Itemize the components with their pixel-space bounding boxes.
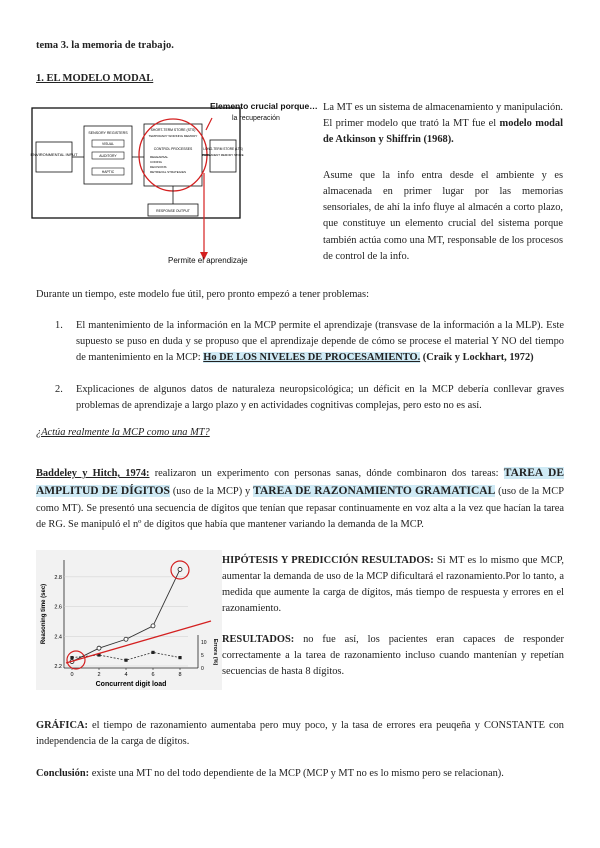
lts-sub-label: PERMANENT MEMORY STORE <box>202 153 244 157</box>
x-tick-label: 0 <box>70 672 74 678</box>
sts-label: SHORT-TERM STORE (STS) <box>150 128 196 132</box>
control-item: REHEARSAL <box>150 155 169 159</box>
problems-intro: Durante un tiempo, este modelo fue útil, pero pronto empezó a tener problemas: <box>36 289 369 300</box>
hypothesis-paragraph: HIPÓTESIS Y PREDICCIÓN RESULTADOS: Si MT es lo mismo que MCP, aumentar la demanda de uso de la MCP dificultará el razonamiento.Por lo tanto, a medida que aumente la carga de dígitos, más tiempo de respuesta y errores en el razonamiento. <box>222 555 564 615</box>
y2-tick-label: 10 <box>201 640 207 646</box>
list-item-1: El mantenimiento de la información en la MCP permite el aprendizaje (transvase de la información a la MLP). Este supuesto se puso en duda y se propuso que el aprendizaje depende de cómo se procese el material Y NO del tiempo de mantenimiento en la MCP: Ho DE LOS NIVELES DE PROCESAMIENTO. (Craik y Lockhart, 1972) <box>76 320 564 364</box>
y-axis-label: Reasoning time (sec) <box>41 583 47 645</box>
env-input-label: ENVIRONMENTAL INPUT <box>30 152 78 157</box>
x-tick-label: 8 <box>178 672 182 678</box>
lts-label: LONG-TERM STORE (LTS) <box>203 147 243 151</box>
errors-point <box>124 659 127 662</box>
sts-sub-label: TEMPORARY WORKING MEMORY <box>148 134 198 138</box>
reasoning-time-point <box>151 624 155 628</box>
intro-paragraph-1: La MT es un sistema de almacenamiento y manipulación. El primer modelo que trató la MT fue el modelo modal de Atkinson y Shiffrin (1968). <box>323 102 563 146</box>
annotation-crucial: Elemento crucial porque… <box>210 101 318 111</box>
control-item: CODING <box>150 160 162 164</box>
results-paragraph: RESULTADOS: no fue así, los pacientes eran capaces de responder correctamente a la tarea de razonamiento incluso cuando mantenían y repetían secuencias de hasta 8 dígitos. <box>222 634 564 678</box>
section-heading: 1. EL MODELO MODAL <box>36 73 154 84</box>
reasoning-time-point <box>124 637 128 641</box>
y-tick-label: 2.8 <box>54 574 62 581</box>
y2-tick-label: 5 <box>201 653 204 659</box>
y2-axis-label: Errors (%) <box>212 638 218 666</box>
control-item: RETRIEVAL STRATEGIES <box>150 170 186 174</box>
auditory-label: AUDITORY <box>99 154 117 158</box>
response-output-label: RESPONSE OUTPUT <box>156 209 190 213</box>
haptic-label: HAPTIC <box>101 170 115 174</box>
y-tick-label: 2.4 <box>54 634 62 641</box>
errors-point <box>178 656 181 659</box>
x-tick-label: 4 <box>124 672 128 678</box>
control-processes-label: CONTROL PROCESSES <box>153 147 193 151</box>
x-tick-label: 2 <box>97 672 101 678</box>
item-1-number: 1. <box>55 320 63 331</box>
reasoning-time-point <box>178 567 182 571</box>
annotation-recovery: la recuperación <box>232 115 280 122</box>
baddeley-paragraph: Baddeley y Hitch, 1974: realizaron un experimento con personas sanas, dónde combinaron dos tareas: TAREA DE AMPLITUD DE DÍGITOS (uso de la MCP) y TAREA DE RAZONAMIENTO GRAMATICAL (uso de la MCP como MT). Se presentó una secuencia de dígitos que tenían que repasar continuamente en voz alta a la vez que hacían la tarea de RG. Se manipuló el nº de dígitos que había que mantener variando la demanda de la MCP. <box>36 467 565 530</box>
y-tick-label: 2.6 <box>54 604 62 611</box>
modal-model-diagram <box>30 98 320 268</box>
intro-paragraph-2: Asume que la info entra desde el ambiente y es almacenada en primer lugar por las memorias sensoriales, de ahí la info fluye al almacén a corto plazo, que constituye un elemento crucial del sistema porque también actúa como una MT, responsable de los procesos de control de la info. <box>323 170 563 262</box>
x-tick-label: 6 <box>151 672 155 678</box>
item-2-number: 2. <box>55 384 63 395</box>
y2-tick-label: 0 <box>201 666 204 672</box>
x-axis-label: Concurrent digit load <box>95 681 167 688</box>
highlight-levels-processing: Ho DE LOS NIVELES DE PROCESAMIENTO. <box>203 352 421 364</box>
control-item: DECISIONS <box>150 165 167 169</box>
errors-point <box>151 651 154 654</box>
list-item-2: Explicaciones de algunos datos de naturaleza neuropsicológica; un déficit en la MCP debería conllevar graves problemas de aprendizaje a largo plazo y en actividades cognitivas complejas, pero esto no es así. <box>76 384 564 412</box>
annotation-learning: Permite el aprendizaje <box>168 256 248 265</box>
visual-label: VISUAL <box>101 142 115 146</box>
sensory-registers-label: SENSORY REGISTERS <box>88 131 128 135</box>
question-heading: ¿Actúa realmente la MCP como una MT? <box>36 427 210 438</box>
conclusion-paragraph: Conclusión: existe una MT no del todo dependiente de la MCP (MCP y MT no es lo mismo pero se relacionan). <box>36 768 504 779</box>
reasoning-time-point <box>97 646 101 650</box>
graph-paragraph: GRÁFICA: el tiempo de razonamiento aumentaba pero muy poco, y la tasa de errores era peuqeña y CONSTANTE con independencia de la carga de dígitos. <box>36 720 564 748</box>
errors-point <box>70 656 73 659</box>
document-title: tema 3. la memoria de trabajo. <box>36 40 174 51</box>
reasoning-time-chart <box>36 550 222 690</box>
y-tick-label: 2.2 <box>54 664 62 670</box>
